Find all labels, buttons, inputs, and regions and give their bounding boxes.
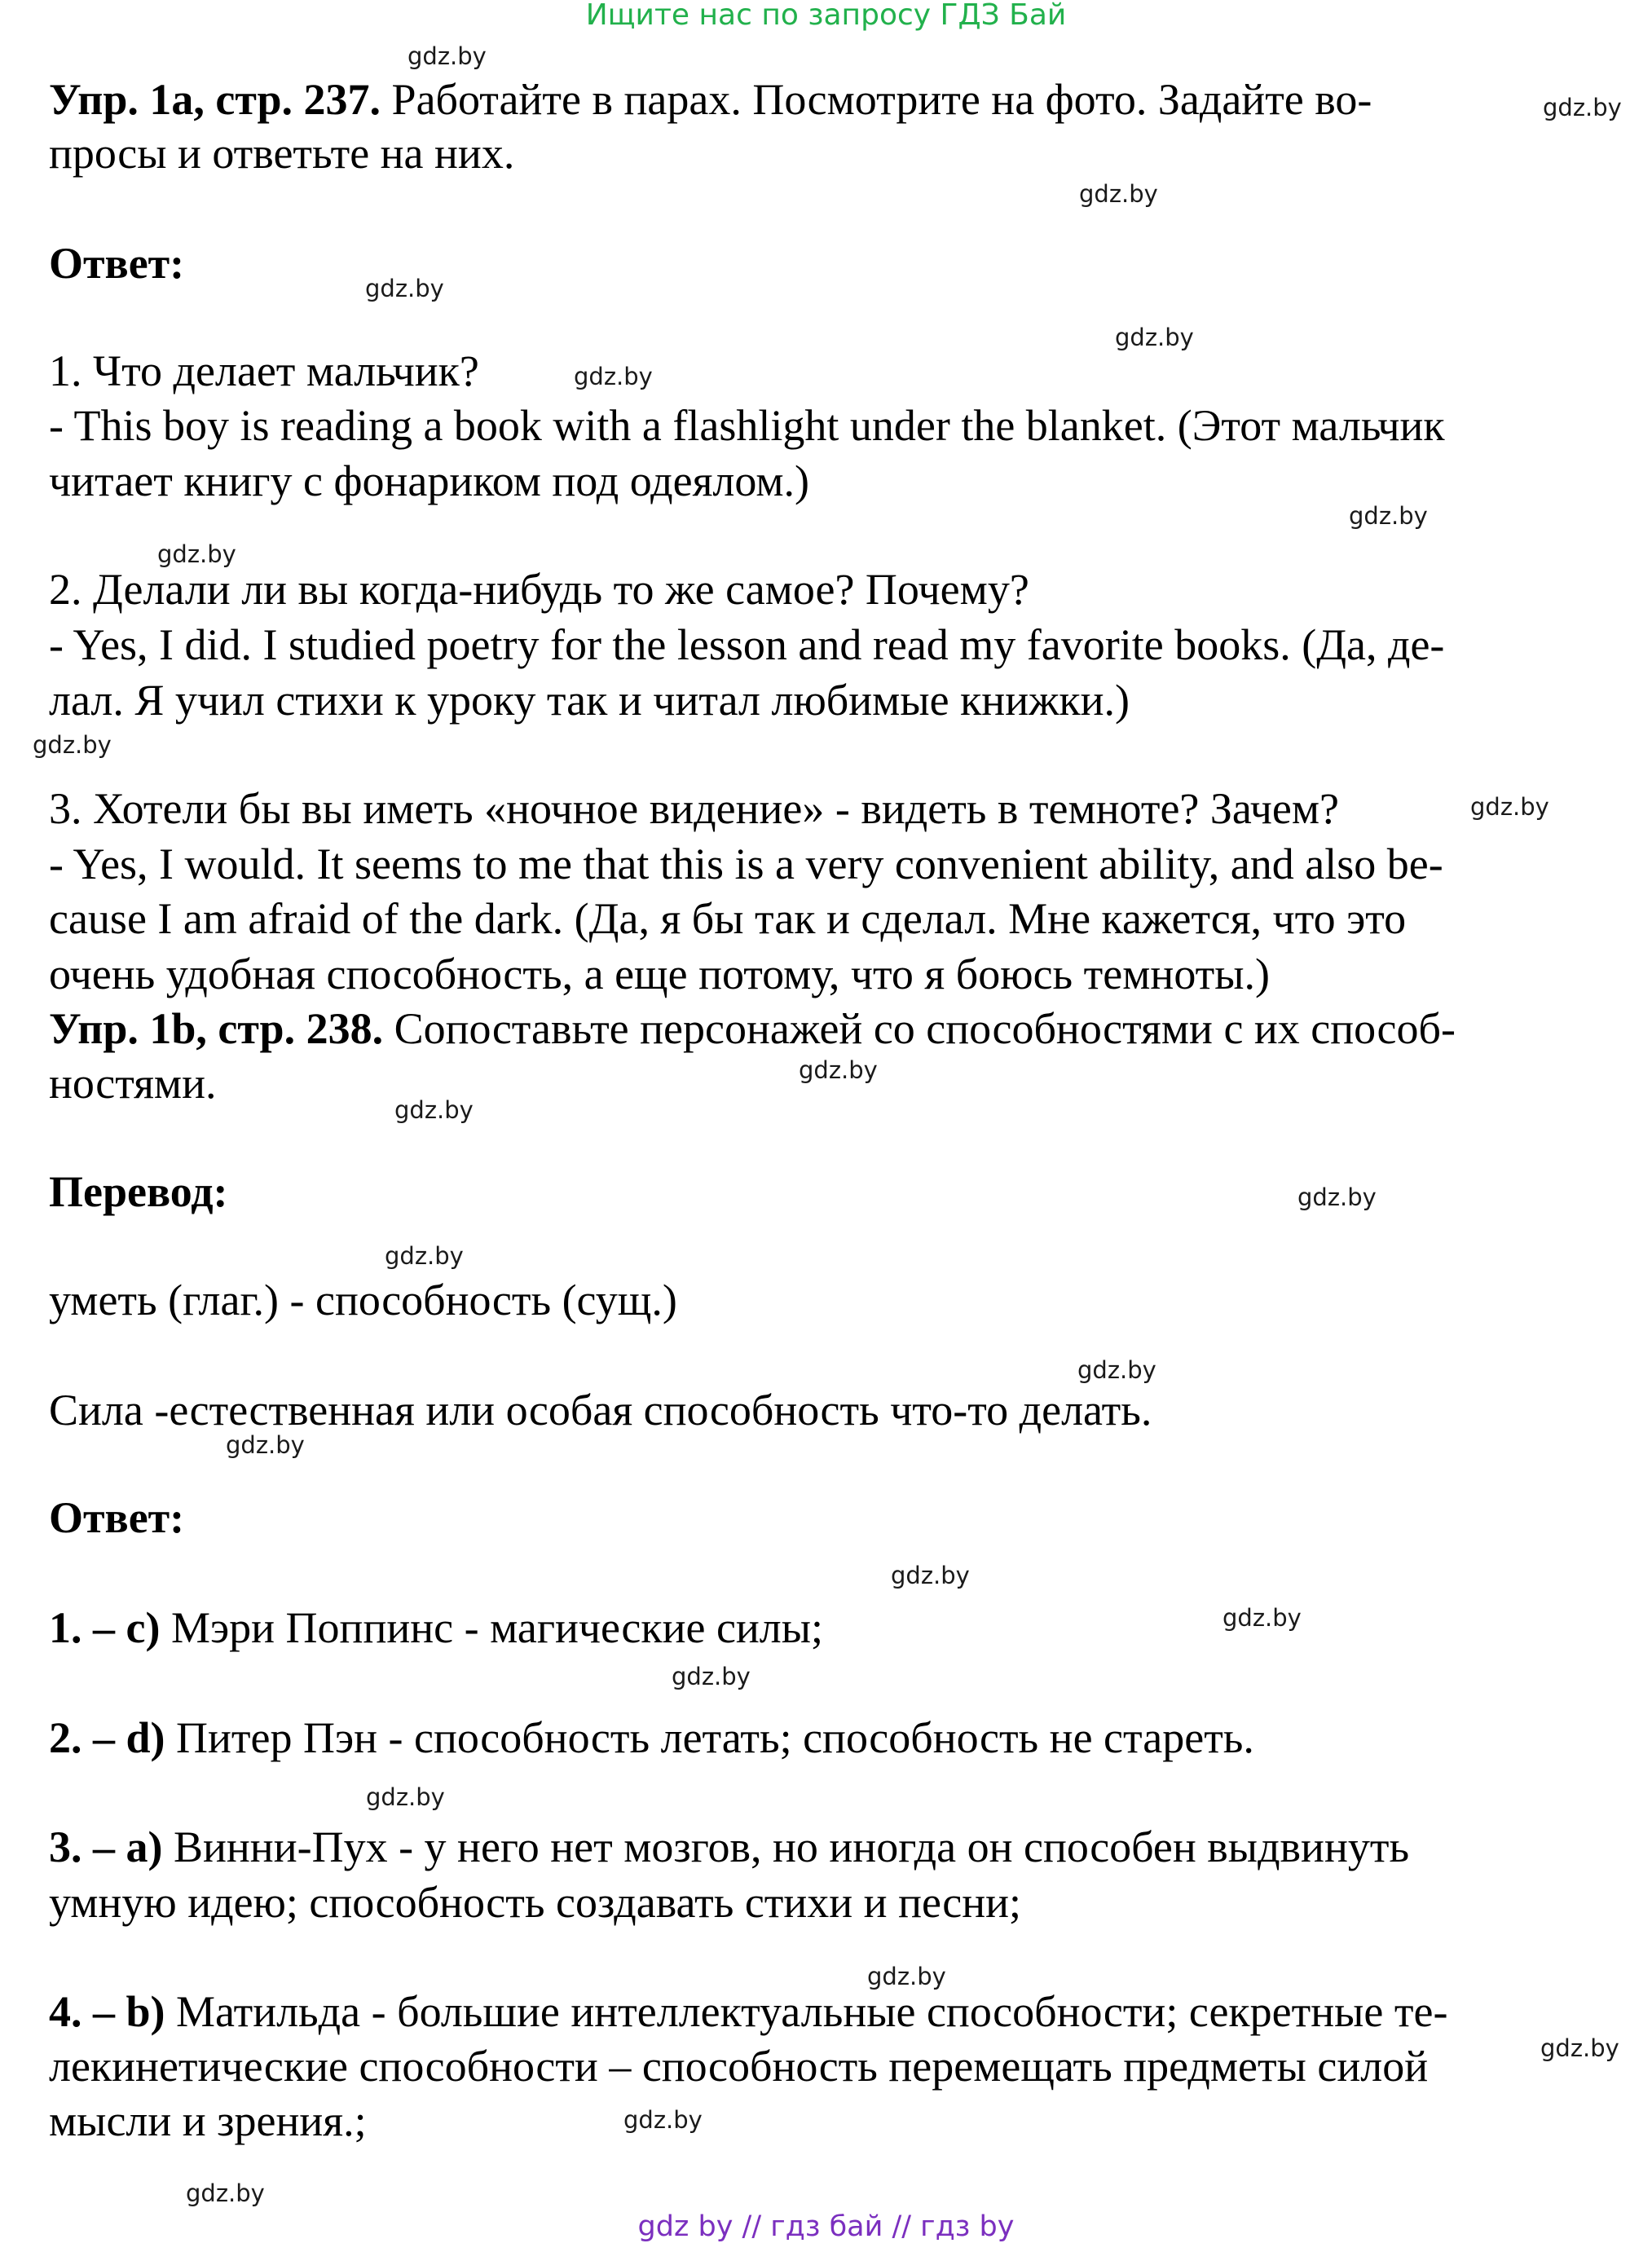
watermark: gdz.by — [1297, 1183, 1377, 1211]
ex1b-label: Упр. 1b, стр. 238. — [49, 1004, 384, 1053]
ex1b-answer-heading: Ответ: — [49, 1493, 185, 1542]
ex1a-task-line2: просы и ответьте на них. — [49, 129, 515, 178]
ex1b-answer-3-cont: умную идею; способность создавать стихи и песни; — [49, 1878, 1022, 1927]
ex1b-translation-line1: уметь (глаг.) - способность (сущ.) — [49, 1276, 677, 1324]
ex1a-question-1: 1. Что делает мальчик? — [49, 346, 479, 395]
ex1a-question-2: 2. Делали ли вы когда-нибудь то же самое? Почему? — [49, 565, 1029, 614]
watermark: gdz.by — [365, 275, 444, 302]
watermark: gdz.by — [394, 1096, 474, 1124]
watermark: gdz.by — [1077, 1356, 1156, 1384]
site-banner: Ищите нас по запросу ГДЗ Бай — [585, 0, 1067, 32]
ex1b-answer-3: 3. – a) Винни-Пух - у него нет мозгов, но иногда он способен выдвинуть — [49, 1822, 1410, 1871]
watermark: gdz.by — [867, 1963, 946, 1990]
watermark: gdz.by — [1543, 94, 1622, 121]
ex1b-answer-4: 4. – b) Матильда - большие интеллектуальные способности; секретные те- — [49, 1987, 1448, 2036]
ex1b-answer-1: 1. – c) Мэри Поппинс - магические силы; — [49, 1603, 824, 1652]
ex1b-answer-4-cont: лекинетические способности – способность перемещать предметы силой — [49, 2042, 1429, 2091]
ex1a-answer-1-line1: - This boy is reading a book with a flashlight under the blanket. (Этот мальчик — [49, 401, 1445, 450]
ex1b-task-line2: ностями. — [49, 1059, 217, 1108]
watermark: gdz.by — [407, 42, 487, 70]
watermark: gdz.by — [226, 1431, 305, 1459]
watermark: gdz.by — [799, 1056, 878, 1084]
ex1b-translation-line2: Сила -естественная или особая способность что-то делать. — [49, 1386, 1152, 1434]
ex1a-question-3: 3. Хотели бы вы иметь «ночное видение» - видеть в темноте? Зачем? — [49, 784, 1340, 833]
ex1b-task-line1: Упр. 1b, стр. 238. Сопоставьте персонажей со способностями с их способ- — [49, 1004, 1456, 1053]
ex1a-answer-3-line3: очень удобная способность, а еще потому, что я боюсь темноты.) — [49, 950, 1270, 998]
watermark: gdz.by — [1349, 502, 1428, 530]
ex1a-answer-2-line1: - Yes, I did. I studied poetry for the lesson and read my favorite books. (Да, де- — [49, 620, 1445, 669]
watermark: gdz.by — [574, 363, 653, 390]
watermark: gdz.by — [672, 1663, 751, 1690]
site-footer: gdz by // гдз бай // гдз by — [637, 2210, 1015, 2243]
ex1a-answer-1-line2: читает книгу с фонариком под одеялом.) — [49, 456, 810, 505]
ex1a-task-line1: Упр. 1а, стр. 237. Работайте в парах. Посмотрите на фото. Задайте во- — [49, 75, 1372, 124]
ex1b-translation-heading: Перевод: — [49, 1167, 228, 1216]
ex1b-answer-2: 2. – d) Питер Пэн - способность летать; способность не стареть. — [49, 1713, 1254, 1762]
watermark: gdz.by — [1470, 793, 1549, 821]
ex1b-answer-4-cont2: мысли и зрения.; — [49, 2096, 367, 2145]
ex1a-label: Упр. 1а, стр. 237. — [49, 75, 381, 124]
watermark: gdz.by — [1540, 2034, 1619, 2062]
watermark: gdz.by — [33, 731, 112, 759]
watermark: gdz.by — [366, 1783, 445, 1811]
watermark: gdz.by — [1079, 180, 1158, 208]
watermark: gdz.by — [385, 1242, 464, 1270]
watermark: gdz.by — [891, 1562, 970, 1589]
ex1a-answer-3-line1: - Yes, I would. It seems to me that this is a very convenient ability, and also be- — [49, 840, 1443, 888]
watermark: gdz.by — [186, 2179, 265, 2207]
watermark: gdz.by — [1222, 1604, 1302, 1632]
ex1a-answer-3-line2: cause I am afraid of the dark. (Да, я бы так и сделал. Мне кажется, что это — [49, 894, 1407, 943]
ex1a-answer-2-line2: лал. Я учил стихи к уроку так и читал любимые книжки.) — [49, 676, 1130, 725]
watermark: gdz.by — [623, 2106, 703, 2134]
watermark: gdz.by — [157, 540, 236, 568]
ex1a-answer-heading: Ответ: — [49, 239, 185, 288]
watermark: gdz.by — [1115, 324, 1194, 351]
